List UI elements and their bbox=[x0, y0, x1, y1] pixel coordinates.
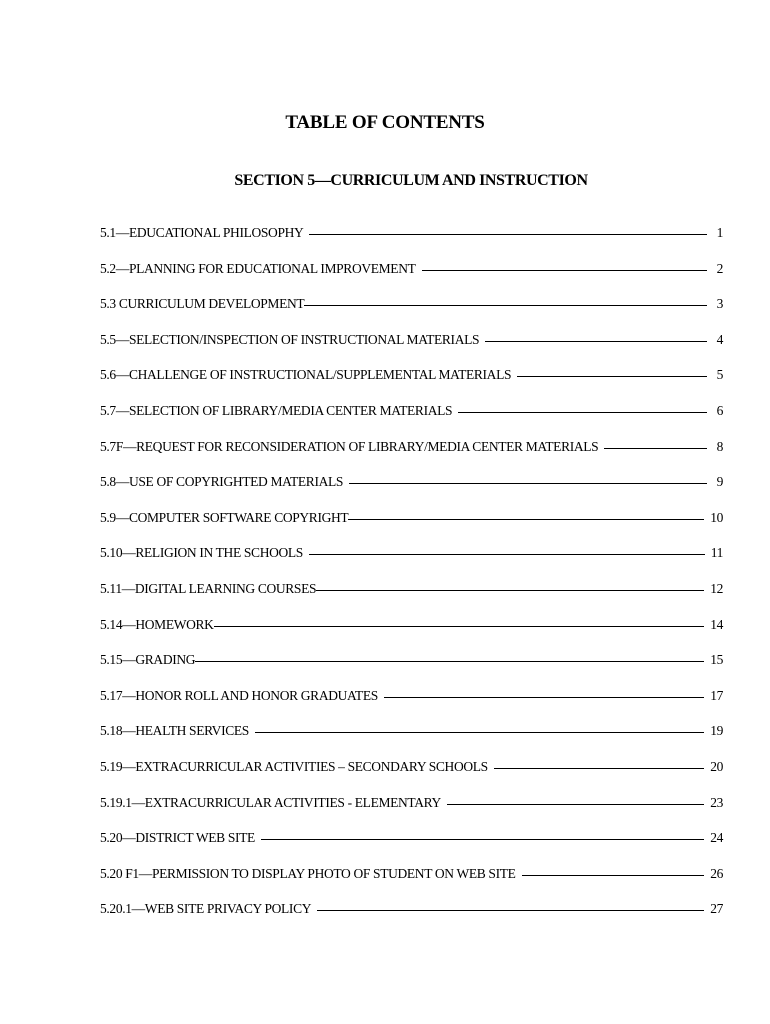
toc-entry-page-number: 14 bbox=[710, 616, 723, 632]
toc-entry-title: 5.5—SELECTION/INSPECTION OF INSTRUCTIONAL MATERIALS bbox=[100, 331, 480, 347]
section-title: SECTION 5—CURRICULUM AND INSTRUCTION bbox=[234, 172, 588, 189]
toc-entry-page-number: 10 bbox=[710, 509, 723, 525]
toc-entry-page-number: 15 bbox=[710, 652, 723, 668]
toc-leader-line bbox=[384, 697, 704, 698]
document-title: TABLE OF CONTENTS bbox=[285, 112, 485, 133]
toc-entry[interactable] bbox=[100, 510, 723, 546]
toc-leader-line bbox=[195, 661, 704, 662]
toc-entry[interactable] bbox=[100, 723, 723, 759]
toc-leader-line bbox=[604, 448, 707, 449]
toc-entry-title: 5.1—EDUCATIONAL PHILOSOPHY bbox=[100, 225, 304, 240]
toc-entry-page-number: 6 bbox=[716, 402, 723, 418]
toc-leader-line bbox=[422, 270, 708, 271]
toc-entry[interactable] bbox=[100, 439, 723, 475]
toc-entry-page-number: 12 bbox=[710, 580, 723, 596]
toc-entry-title: 5.7F—REQUEST FOR RECONSIDERATION OF LIBRARY/MEDIA CENTER MATERIALS bbox=[100, 438, 599, 454]
toc-entry-title: 5.19—EXTRACURRICULAR ACTIVITIES – SECONDARY SCHOOLS bbox=[100, 758, 488, 774]
toc-entry-page-number: 24 bbox=[710, 830, 723, 846]
toc-entry-title: 5.17—HONOR ROLL AND HONOR GRADUATES bbox=[100, 687, 378, 703]
toc-entry[interactable] bbox=[100, 545, 723, 581]
toc-entry-title: 5.7—SELECTION OF LIBRARY/MEDIA CENTER MATERIALS bbox=[100, 402, 453, 418]
toc-leader-line bbox=[317, 910, 704, 911]
toc-leader-line bbox=[348, 519, 704, 520]
toc-entry-page-number: 26 bbox=[710, 865, 723, 881]
toc-leader-line bbox=[517, 376, 707, 377]
toc-entry-title: 5.15—GRADING bbox=[100, 652, 196, 668]
toc-entry[interactable] bbox=[100, 225, 723, 261]
toc-entry-title: 5.19.1—EXTRACURRICULAR ACTIVITIES - ELEMENTARY bbox=[100, 794, 441, 810]
toc-entry[interactable] bbox=[100, 403, 723, 439]
toc-entry-title: 5.10—RELIGION IN THE SCHOOLS bbox=[100, 545, 303, 561]
toc-entry[interactable] bbox=[100, 332, 723, 368]
toc-entry[interactable] bbox=[100, 474, 723, 510]
toc-entry-page-number: 27 bbox=[710, 901, 723, 917]
toc-leader-line bbox=[349, 483, 707, 484]
toc-entry-title: 5.14—HOMEWORK bbox=[100, 616, 214, 632]
toc-entry-page-number: 4 bbox=[716, 331, 723, 347]
toc-entry[interactable] bbox=[100, 296, 723, 332]
toc-entry[interactable] bbox=[100, 830, 723, 866]
toc-entry-title: 5.20.1—WEB SITE PRIVACY POLICY bbox=[100, 901, 312, 917]
toc-leader-line bbox=[458, 412, 707, 413]
toc-entry-title: 5.20 F1—PERMISSION TO DISPLAY PHOTO OF STUDENT ON WEB SITE bbox=[100, 865, 516, 881]
toc-leader-line bbox=[304, 305, 707, 306]
toc-entry-title: 5.3 CURRICULUM DEVELOPMENT bbox=[100, 296, 305, 312]
toc-entry-page-number: 2 bbox=[716, 260, 723, 276]
toc-entry[interactable] bbox=[100, 688, 723, 724]
toc-entry[interactable] bbox=[100, 367, 723, 403]
toc-leader-line bbox=[255, 732, 704, 733]
toc-entry-page-number: 17 bbox=[710, 687, 723, 703]
toc-entry[interactable] bbox=[100, 866, 723, 902]
toc-leader-line bbox=[485, 341, 707, 342]
table-of-contents bbox=[100, 225, 723, 937]
toc-entry-page-number: 11 bbox=[710, 545, 723, 561]
toc-entry-page-number: 9 bbox=[716, 474, 723, 490]
toc-entry-title: 5.11—DIGITAL LEARNING COURSES bbox=[100, 580, 317, 596]
toc-entry-title: 5.20—DISTRICT WEB SITE bbox=[100, 830, 255, 846]
toc-entry[interactable] bbox=[100, 795, 723, 831]
toc-leader-line bbox=[494, 768, 704, 769]
toc-entry-page-number: 1 bbox=[716, 225, 723, 240]
toc-leader-line bbox=[309, 554, 705, 555]
toc-entry-page-number: 3 bbox=[716, 296, 723, 312]
toc-entry-title: 5.6—CHALLENGE OF INSTRUCTIONAL/SUPPLEMENTAL MATERIALS bbox=[100, 367, 512, 383]
toc-entry-page-number: 19 bbox=[710, 723, 723, 739]
toc-entry[interactable] bbox=[100, 759, 723, 795]
toc-entry-page-number: 8 bbox=[716, 438, 723, 454]
toc-leader-line bbox=[316, 590, 704, 591]
toc-entry[interactable] bbox=[100, 652, 723, 688]
toc-leader-line bbox=[447, 804, 704, 805]
toc-entry-title: 5.8—USE OF COPYRIGHTED MATERIALS bbox=[100, 474, 344, 490]
toc-entry-page-number: 5 bbox=[716, 367, 723, 383]
toc-entry-title: 5.2—PLANNING FOR EDUCATIONAL IMPROVEMENT bbox=[100, 260, 416, 276]
toc-leader-line bbox=[522, 875, 705, 876]
toc-leader-line bbox=[261, 839, 704, 840]
toc-entry[interactable] bbox=[100, 617, 723, 653]
toc-leader-line bbox=[309, 234, 707, 235]
toc-entry[interactable] bbox=[100, 261, 723, 297]
toc-entry-title: 5.9—COMPUTER SOFTWARE COPYRIGHT bbox=[100, 509, 349, 525]
toc-entry-page-number: 23 bbox=[710, 794, 723, 810]
toc-entry[interactable] bbox=[100, 581, 723, 617]
toc-leader-line bbox=[214, 626, 705, 627]
toc-entry-page-number: 20 bbox=[710, 758, 723, 774]
toc-entry[interactable] bbox=[100, 901, 723, 937]
toc-entry-title: 5.18—HEALTH SERVICES bbox=[100, 723, 249, 739]
